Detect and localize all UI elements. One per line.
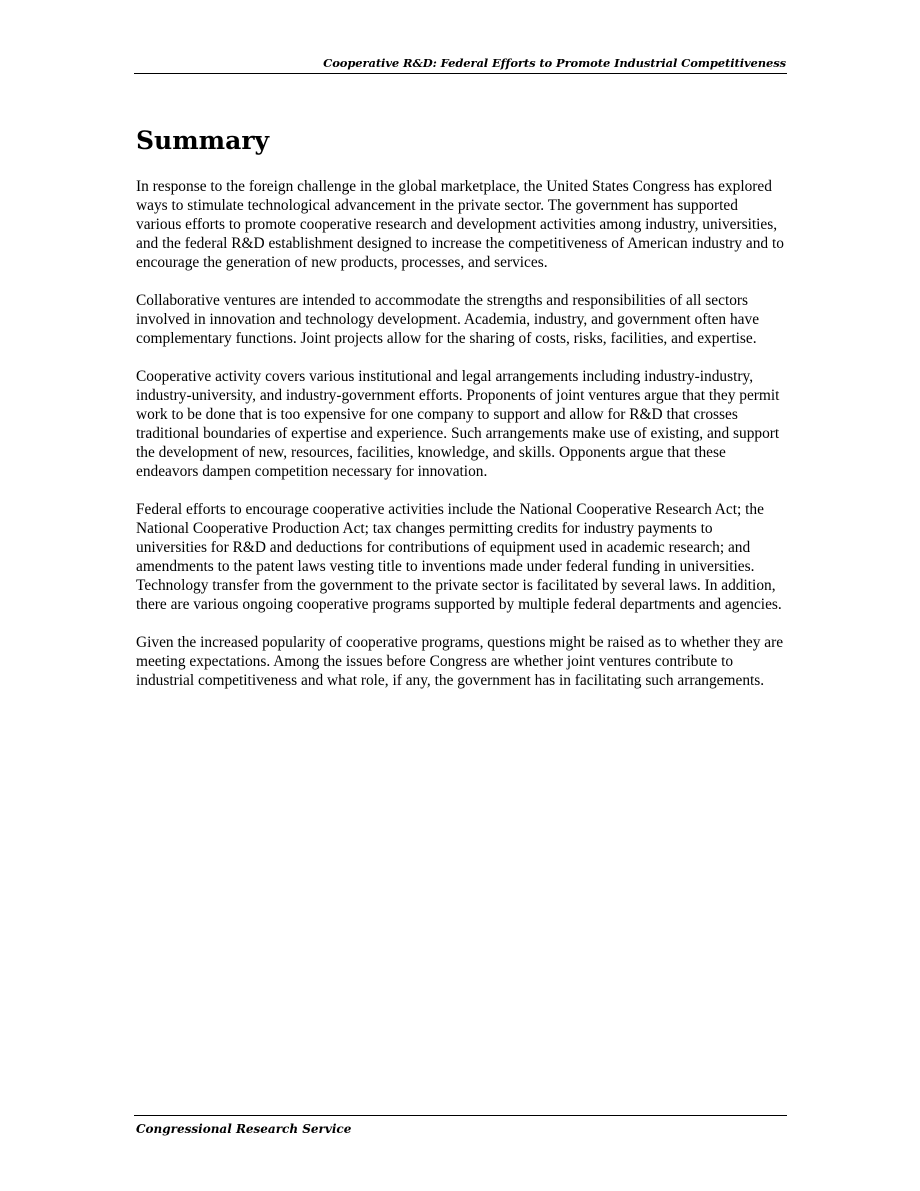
paragraph-3: Cooperative activity covers various institutional and legal arrangements including industry-industry, industry-university, and industry-government efforts. Proponents of joint ventures argue that they permit work to be done that is too expensive for one company to support and allow for R&D that crosses traditional boundaries of expertise and experience. Such arrangements make use of existing, and support the development of new, resources, facilities, knowledge, and skills. Opponents argue that these endeavors dampen competition necessary for innovation. bbox=[136, 368, 780, 480]
running-footer bbox=[134, 1115, 787, 1137]
running-header bbox=[134, 56, 787, 74]
paragraph-5: Given the increased popularity of cooperative programs, questions might be raised as to whether they are meeting expectations. Among the issues before Congress are whether joint ventures contribute to industrial competitiveness and what role, if any, the government has in facilitating such arrangements. bbox=[136, 634, 784, 689]
page-title: Summary bbox=[136, 126, 270, 155]
paragraph-1: In response to the foreign challenge in the global marketplace, the United States Congress has explored ways to stimulate technological advancement in the private sector. The government has supported various efforts to promote cooperative research and development activities among industry, universities, and the federal R&D establishment designed to increase the competitiveness of American industry and to encourage the generation of new products, processes, and services. bbox=[136, 178, 784, 271]
summary-body bbox=[136, 177, 786, 709]
footer-publisher: Congressional Research Service bbox=[136, 1122, 352, 1136]
paragraph-2: Collaborative ventures are intended to accommodate the strengths and responsibilities of all sectors involved in innovation and technology development. Academia, industry, and government often have complementary functions. Joint projects allow for the sharing of costs, risks, facilities, and expertise. bbox=[136, 292, 760, 347]
paragraph-4: Federal efforts to encourage cooperative activities include the National Cooperative Research Act; the National Cooperative Production Act; tax changes permitting credits for industry payments to universities for R&D and deductions for contributions of equipment used in academic research; and amendments to the patent laws vesting title to inventions made under federal funding in universities. Technology transfer from the government to the private sector is facilitated by several laws. In addition, there are various ongoing cooperative programs supported by multiple federal departments and agencies. bbox=[136, 501, 782, 613]
running-header-title: Cooperative R&D: Federal Efforts to Promote Industrial Competitiveness bbox=[323, 56, 786, 70]
